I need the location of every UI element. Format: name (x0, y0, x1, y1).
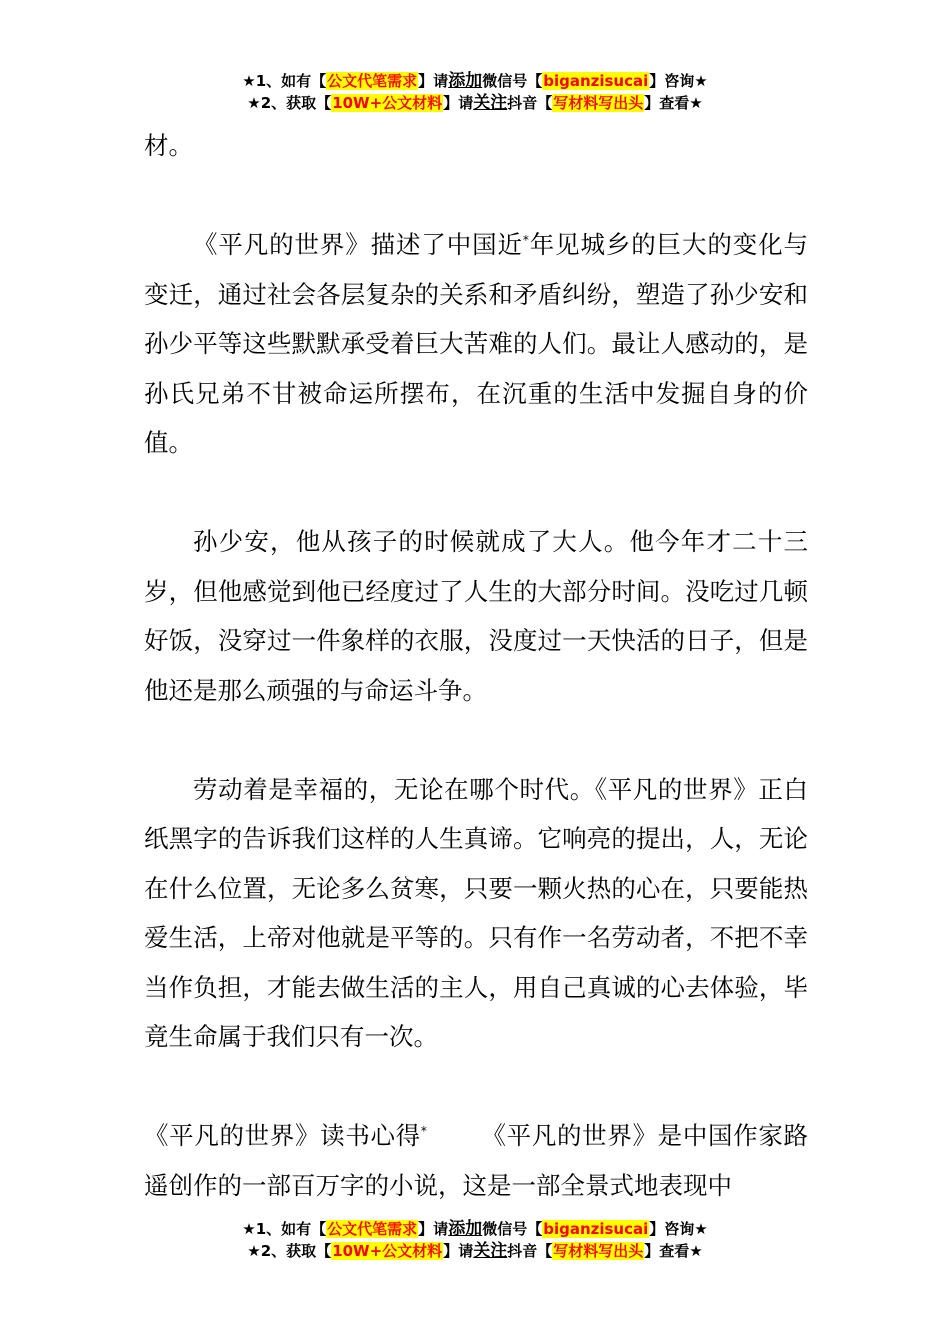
banner-emphasis: 添加 (448, 71, 483, 91)
banner-text: 】请 (443, 94, 474, 112)
banner-line-1 (0, 70, 950, 92)
banner-emphasis: 添加 (448, 1219, 483, 1239)
highlight-douyin: 写材料写出头 (553, 1242, 644, 1260)
banner-text: 抖音【 (507, 94, 553, 112)
banner-text: 】咨询★ (649, 72, 708, 90)
banner-emphasis: 关注 (473, 1241, 508, 1261)
highlight-wechat-id: biganzisucai (543, 1220, 649, 1238)
section-title: 《平凡的世界》读书心得 (144, 1121, 421, 1150)
highlight-materials: 10W+公文材料 (332, 1242, 443, 1260)
banner-text: ★1、如有【 (242, 1220, 327, 1238)
paragraph-text: 《平凡的世界》是中国作家路遥创作的一部百万字的小说，这是一部全景式地表现中 (144, 1121, 809, 1200)
header-banner (0, 70, 950, 114)
highlight-douyin: 写材料写出头 (553, 94, 644, 112)
banner-text: 抖音【 (507, 1242, 553, 1260)
banner-text: 】咨询★ (649, 1220, 708, 1238)
paragraph-gap (144, 468, 808, 518)
paragraph-gap (144, 715, 808, 765)
highlight-wechat-id: biganzisucai (543, 72, 649, 90)
banner-text: 】请 (443, 1242, 474, 1260)
banner-text: 】查看★ (644, 94, 703, 112)
paragraph-text: 年见城乡的巨大的变化与变迁，通过社会各层复杂的关系和矛盾纠纷，塑造了孙少安和孙少平等这些默默承受着巨大苦难的人们。最让人感动的，是孙氏兄弟不甘被命运所摆布，在沉重的生活中发掘自身的价值。 (144, 230, 808, 457)
banner-text: 微信号【 (482, 1220, 543, 1238)
highlight-service: 公文代笔需求 (327, 1220, 418, 1238)
paragraph-gap (144, 171, 808, 221)
banner-text: 微信号【 (482, 72, 543, 90)
footer-banner (0, 1218, 950, 1262)
paragraph-continuation: 材。 (144, 131, 193, 160)
banner-emphasis: 关注 (473, 93, 508, 113)
paragraph-3: 劳动着是幸福的，无论在哪个时代。《平凡的世界》正白纸黑字的告诉我们这样的人生真谛。它响亮的提出，人，无论在什么位置，无论多么贫寒，只要一颗火热的心在，只要能热爱生活，上帝对他就是平等的。只有作一名劳动者，不把不幸当作负担，才能去做生活的主人，用自己真诚的心去体验，毕竟生命属于我们只有一次。 (144, 774, 808, 1051)
banner-text: 】请 (418, 72, 449, 90)
paragraph-4 (144, 1111, 808, 1210)
highlight-materials: 10W+公文材料 (332, 94, 443, 112)
asterisk-mark: * (420, 1124, 427, 1138)
banner-text: 】查看★ (644, 1242, 703, 1260)
asterisk-mark: * (522, 233, 529, 247)
banner-text: ★1、如有【 (242, 72, 327, 90)
banner-text: ★2、获取【 (247, 94, 332, 112)
banner-text: ★2、获取【 (247, 1242, 332, 1260)
document-body (144, 121, 808, 1210)
paragraph-gap (144, 1062, 808, 1112)
banner-text: 】请 (418, 1220, 449, 1238)
highlight-service: 公文代笔需求 (327, 72, 418, 90)
banner-line-2 (0, 92, 950, 114)
paragraph-2: 孙少安，他从孩子的时候就成了大人。他今年才二十三岁，但他感觉到他已经度过了人生的大部分时间。没吃过几顿好饭，没穿过一件象样的衣服，没度过一天快活的日子，但是他还是那么顽强的与命运斗争。 (144, 527, 808, 705)
paragraph-text: 《平凡的世界》描述了中国近 (193, 230, 523, 259)
banner-line-1 (0, 1218, 950, 1240)
banner-line-2 (0, 1240, 950, 1262)
paragraph-1 (144, 220, 808, 468)
